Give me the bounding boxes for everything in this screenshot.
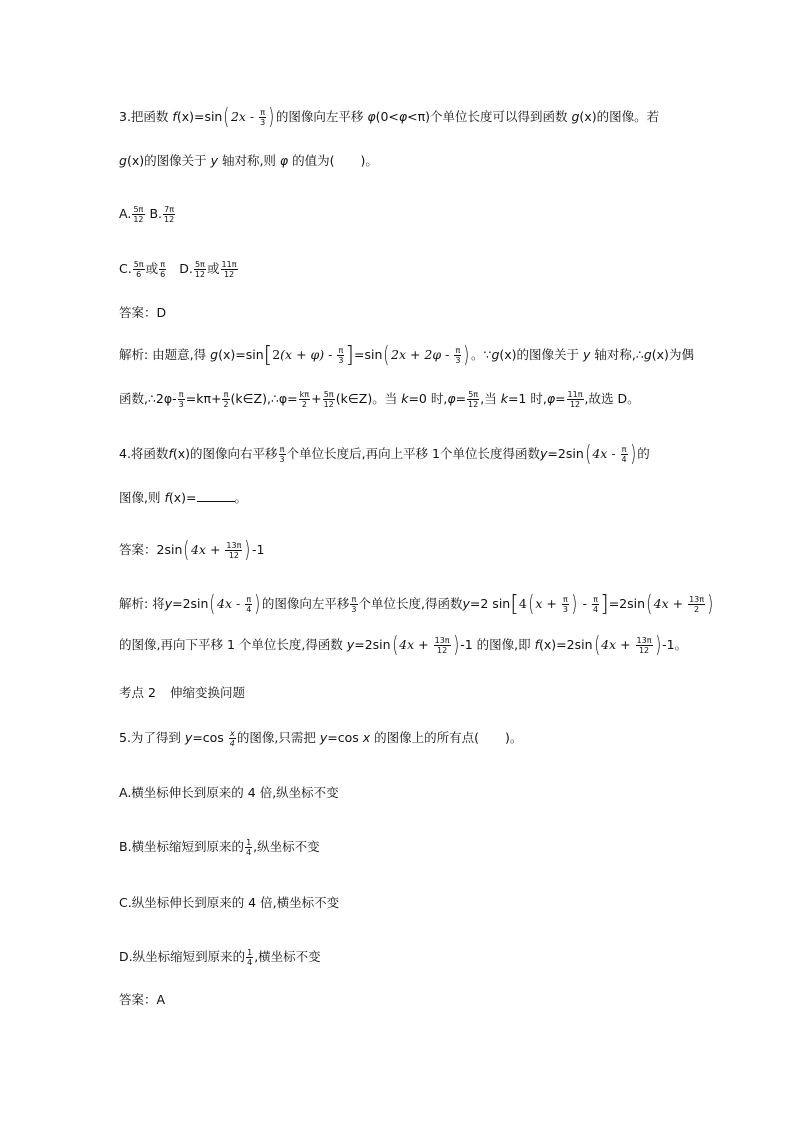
exp-math: 2x + 2φ -	[391, 347, 454, 362]
q5-text: 5.为了得到	[119, 730, 185, 745]
q5-y: y	[184, 730, 193, 745]
exp-text: =2sin	[172, 596, 209, 611]
numerator: π	[160, 260, 166, 269]
exp-text: 的图像向左平移	[261, 596, 350, 611]
q4-stem-line1	[119, 441, 650, 467]
numerator: π	[178, 390, 184, 399]
exp-text: =kπ+	[185, 391, 222, 406]
numerator: π	[223, 390, 229, 399]
q4-f: f	[164, 490, 169, 505]
q3-phi: φ	[398, 109, 408, 124]
answer-inner: 4x +	[190, 542, 225, 557]
denominator: 12	[133, 215, 144, 224]
exp-math: 4	[518, 596, 527, 611]
bracket-open: [	[510, 591, 519, 617]
q3-k: k	[500, 391, 508, 406]
q5-text: )。	[505, 730, 523, 745]
numerator: π	[593, 595, 598, 604]
option-c-label: C.	[119, 261, 132, 276]
exp-text: =2sin	[556, 637, 593, 652]
exp-math: (x + φ) -	[280, 347, 337, 362]
q4-x: (x)	[172, 446, 190, 461]
denominator: 2	[223, 400, 229, 409]
denominator: 12	[468, 400, 479, 409]
paren-open: (	[223, 104, 230, 130]
q3-text: 的图像关于	[144, 153, 211, 168]
q3-text: (0<	[375, 109, 399, 124]
q3-text: 的值为(	[288, 153, 335, 168]
paren-open: (	[593, 632, 600, 658]
bracket-open: [	[263, 342, 273, 368]
fraction	[636, 636, 653, 655]
fraction	[133, 260, 145, 279]
q3-explanation-line2	[119, 389, 640, 409]
q4-text: =2sin	[547, 446, 584, 461]
paren-close: )	[244, 537, 251, 563]
paren-open: (	[209, 591, 216, 617]
q3-g: g	[210, 347, 219, 362]
fraction	[178, 390, 185, 409]
exp-text: =sin	[235, 347, 264, 362]
fraction	[350, 595, 357, 614]
q4-x: (x)	[539, 637, 557, 652]
exp-text: =2 sin	[469, 596, 511, 611]
q5-x: x	[362, 730, 371, 745]
denominator: 12	[194, 270, 206, 279]
q3-x: (x)	[176, 109, 194, 124]
q3-stem-line2	[119, 151, 378, 171]
exp-text: =sin	[354, 347, 383, 362]
numerator: 7π	[164, 205, 175, 214]
q3-g: g	[119, 153, 127, 168]
denominator: 2	[694, 605, 700, 614]
q4-y: y	[540, 446, 548, 461]
numerator: 13π	[636, 636, 652, 645]
q5-text: 的图像,只需把	[236, 730, 320, 745]
paren-close: )	[463, 342, 470, 368]
q4-explanation-line2	[119, 632, 688, 658]
q3-expr: 2x -	[230, 109, 259, 124]
q5-option-c: C.纵坐标伸长到原来的 4 倍,横坐标不变	[119, 895, 340, 910]
exp-text: 。∵	[471, 347, 492, 362]
denominator: 4	[621, 455, 627, 464]
q3-text: <π)个单位长度可以得到函数	[407, 109, 572, 124]
q3-phi: φ	[279, 153, 289, 168]
q4-text: 。	[234, 490, 248, 505]
exp-text: -1。	[662, 637, 688, 652]
numerator: π	[338, 346, 344, 355]
numerator: π	[246, 595, 252, 604]
answer-blank[interactable]	[197, 489, 235, 502]
option-a-label: A.	[119, 206, 132, 221]
numerator: 5π	[133, 205, 144, 214]
q4-f: f	[534, 637, 539, 652]
q3-g: g	[571, 109, 580, 124]
exp-text: =0 时,	[408, 391, 448, 406]
numerator: 5π	[133, 260, 144, 269]
exp-text: +	[311, 391, 322, 406]
fraction	[221, 260, 238, 279]
fraction	[562, 595, 569, 614]
denominator: 12	[323, 400, 334, 409]
fraction	[299, 390, 310, 409]
paren-open: (	[585, 441, 592, 467]
fraction	[454, 346, 461, 365]
q4-x: (x)	[168, 490, 187, 505]
fraction	[621, 445, 628, 464]
q3-options-ab	[119, 204, 176, 224]
denominator: 3	[279, 455, 285, 464]
numerator: π	[621, 445, 627, 454]
paren-open: (	[391, 632, 398, 658]
paren-close: )	[571, 591, 578, 617]
q4-text: 个单位长度后,再向上平移 1个单位长度得函数	[286, 446, 541, 461]
exp-text: 解析: 将	[119, 596, 165, 611]
paren-close: )	[654, 632, 661, 658]
exp-text: 为偶	[668, 347, 694, 362]
or-text: 或	[145, 261, 159, 276]
q3-sin: =sin	[193, 109, 223, 124]
fraction	[245, 595, 252, 614]
numerator: π	[260, 108, 266, 117]
numerator: π	[279, 445, 285, 454]
numerator: 5π	[194, 260, 205, 269]
q4-y: y	[462, 596, 470, 611]
exp-text: 的图像,再向下平移 1 个单位长度,得函数	[119, 637, 347, 652]
numerator: 1	[246, 838, 252, 847]
q3-text: 轴对称,则	[217, 153, 280, 168]
numerator: π	[351, 595, 357, 604]
exp-math: 2	[272, 347, 281, 362]
or-text: 或	[207, 261, 220, 276]
option-text: D.纵坐标缩短到原来的	[119, 949, 246, 964]
exp-text: =2sin	[354, 637, 391, 652]
denominator: 12	[638, 646, 650, 655]
q3-y: y	[583, 347, 591, 362]
denominator: 6	[136, 270, 142, 279]
fraction	[592, 595, 599, 614]
denominator: 4	[229, 739, 235, 748]
numerator: 11π	[567, 390, 583, 399]
q4-f: f	[168, 446, 173, 461]
option-b-fraction	[163, 205, 175, 224]
numerator: π	[562, 595, 568, 604]
denominator: 3	[455, 356, 461, 365]
q4-text: 4.将函数	[119, 446, 169, 461]
denominator: 2	[301, 400, 307, 409]
q3-x: (x)	[126, 153, 145, 168]
fraction	[337, 346, 344, 365]
numerator: 13π	[434, 636, 450, 645]
denominator: 4	[593, 605, 599, 614]
numerator: kπ	[299, 390, 310, 399]
paren-open: (	[646, 591, 653, 617]
exp-text: 个单位长度,得函数	[358, 596, 463, 611]
q3-x: (x)	[579, 109, 597, 124]
q3-text: 的图像。若	[596, 109, 660, 124]
q3-phi: φ	[367, 109, 376, 124]
option-text: ,纵坐标不变	[253, 839, 320, 854]
exp-text: 函数,∴2φ-	[119, 391, 177, 406]
fraction	[259, 108, 266, 127]
q5-option-a: A.横坐标伸长到原来的 4 倍,纵坐标不变	[119, 785, 339, 800]
exp-text: 轴对称,∴	[590, 347, 644, 362]
exp-text: -1 的图像,即	[460, 637, 535, 652]
option-text: ,横坐标不变	[254, 949, 321, 964]
paren-open: (	[528, 591, 535, 617]
numerator: π	[455, 346, 461, 355]
denominator: 4	[247, 958, 253, 967]
fraction	[246, 948, 253, 967]
q5-option-b	[119, 837, 320, 857]
q3-phi: φ	[447, 391, 456, 406]
paren-open: (	[183, 537, 190, 563]
q4-stem-line2	[119, 488, 247, 508]
q3-k: k	[401, 391, 409, 406]
q4-text: 图像,则	[119, 490, 165, 505]
fraction	[567, 390, 584, 409]
q5-text: =cos	[192, 730, 228, 745]
fraction	[229, 729, 236, 748]
q4-text: =	[186, 490, 197, 505]
answer-text: -1	[252, 542, 265, 557]
q3-text: )。	[360, 153, 378, 168]
paren-close: )	[707, 591, 714, 617]
q4-text: 的图像向右平移	[190, 446, 278, 461]
exp-text: =	[555, 391, 566, 406]
fraction	[467, 390, 479, 409]
fraction	[323, 390, 335, 409]
exp-math: 4x +	[399, 637, 433, 652]
numerator: 11π	[221, 260, 237, 269]
q3-text: 的图像向左平移	[275, 109, 368, 124]
q3-f: f	[172, 109, 177, 124]
q4-text: 的	[637, 446, 650, 461]
q3-x: (x)	[218, 347, 236, 362]
exp-text: =	[455, 391, 467, 406]
exp-text: 的图像关于	[516, 347, 584, 362]
numerator: 5π	[468, 390, 479, 399]
denominator: 3	[351, 605, 357, 614]
exp-math: 4x -	[217, 596, 245, 611]
exp-text: =1 时,	[507, 391, 547, 406]
q3-g: g	[643, 347, 652, 362]
exp-math: x +	[535, 596, 561, 611]
exp-text: ,故选 D。	[584, 391, 640, 406]
option-b-label: B.	[145, 206, 163, 221]
q5-stem	[119, 728, 522, 748]
fraction	[245, 838, 252, 857]
numerator: 5π	[323, 390, 334, 399]
q3-stem-line1	[119, 104, 660, 130]
denominator: 12	[569, 400, 581, 409]
q5-text: =cos	[327, 730, 363, 745]
q3-g: g	[491, 347, 500, 362]
denominator: 3	[178, 400, 184, 409]
section-header	[119, 683, 245, 703]
q3-options-cd	[119, 259, 239, 279]
numerator: 13π	[689, 595, 705, 604]
q3-phi: φ	[546, 391, 556, 406]
denominator: 6	[160, 270, 166, 279]
q3-x: (x)	[499, 347, 517, 362]
q4-answer	[119, 537, 265, 563]
fraction	[159, 260, 166, 279]
q4-explanation-line1	[119, 591, 715, 617]
denominator: 12	[164, 215, 175, 224]
paren-close: )	[254, 591, 261, 617]
fraction	[194, 260, 206, 279]
q5-text: 的图像上的所有点(	[370, 730, 479, 745]
paren-open: (	[383, 342, 390, 368]
paren-close: )	[268, 104, 275, 130]
exp-text: 解析: 由题意,得	[119, 347, 211, 362]
numerator: 13π	[226, 541, 242, 550]
exp-text: (k∈Z)。当	[335, 391, 402, 406]
fraction	[279, 445, 286, 464]
numerator: 1	[247, 948, 253, 957]
section-label: 考点 2	[119, 685, 156, 700]
q5-option-d	[119, 947, 321, 967]
q5-answer: 答案：A	[119, 992, 166, 1007]
q3-y: y	[210, 153, 218, 168]
fraction	[434, 636, 451, 655]
paren-close: )	[452, 632, 459, 658]
section-title: 伸缩变换问题	[169, 685, 245, 700]
denominator: 3	[562, 605, 568, 614]
fraction	[222, 390, 229, 409]
exp-text: ,当	[480, 391, 501, 406]
denominator: 3	[338, 356, 344, 365]
q4-y: y	[346, 637, 355, 652]
q3-answer: 答案：D	[119, 305, 167, 320]
q3-explanation-line1	[119, 342, 694, 368]
denominator: 4	[246, 848, 252, 857]
q4-inner: 4x -	[592, 446, 620, 461]
answer-text: 答案：2sin	[119, 542, 183, 557]
q3-text: 3.把函数	[119, 109, 173, 124]
denominator: 12	[223, 270, 235, 279]
fraction	[688, 595, 705, 614]
q5-y: y	[319, 730, 328, 745]
denominator: 3	[260, 118, 266, 127]
denominator: 4	[246, 605, 252, 614]
q3-x: (x)	[651, 347, 669, 362]
option-text: B.横坐标缩短到原来的	[119, 839, 245, 854]
q4-y: y	[164, 596, 173, 611]
option-d-label: D.	[179, 261, 193, 276]
bracket-close: ]	[345, 342, 355, 368]
numerator: x	[229, 729, 235, 738]
option-a-fraction	[132, 205, 144, 224]
exp-math: 4x +	[601, 637, 635, 652]
exp-text: (k∈Z),∴φ=	[230, 391, 298, 406]
fraction	[225, 541, 242, 560]
denominator: 12	[437, 646, 448, 655]
exp-text: =2sin	[608, 596, 646, 611]
bracket-close: ]	[600, 591, 609, 617]
exp-math: -	[578, 596, 591, 611]
exp-math: 4x +	[653, 596, 688, 611]
paren-close: )	[629, 441, 636, 467]
denominator: 12	[228, 551, 239, 560]
